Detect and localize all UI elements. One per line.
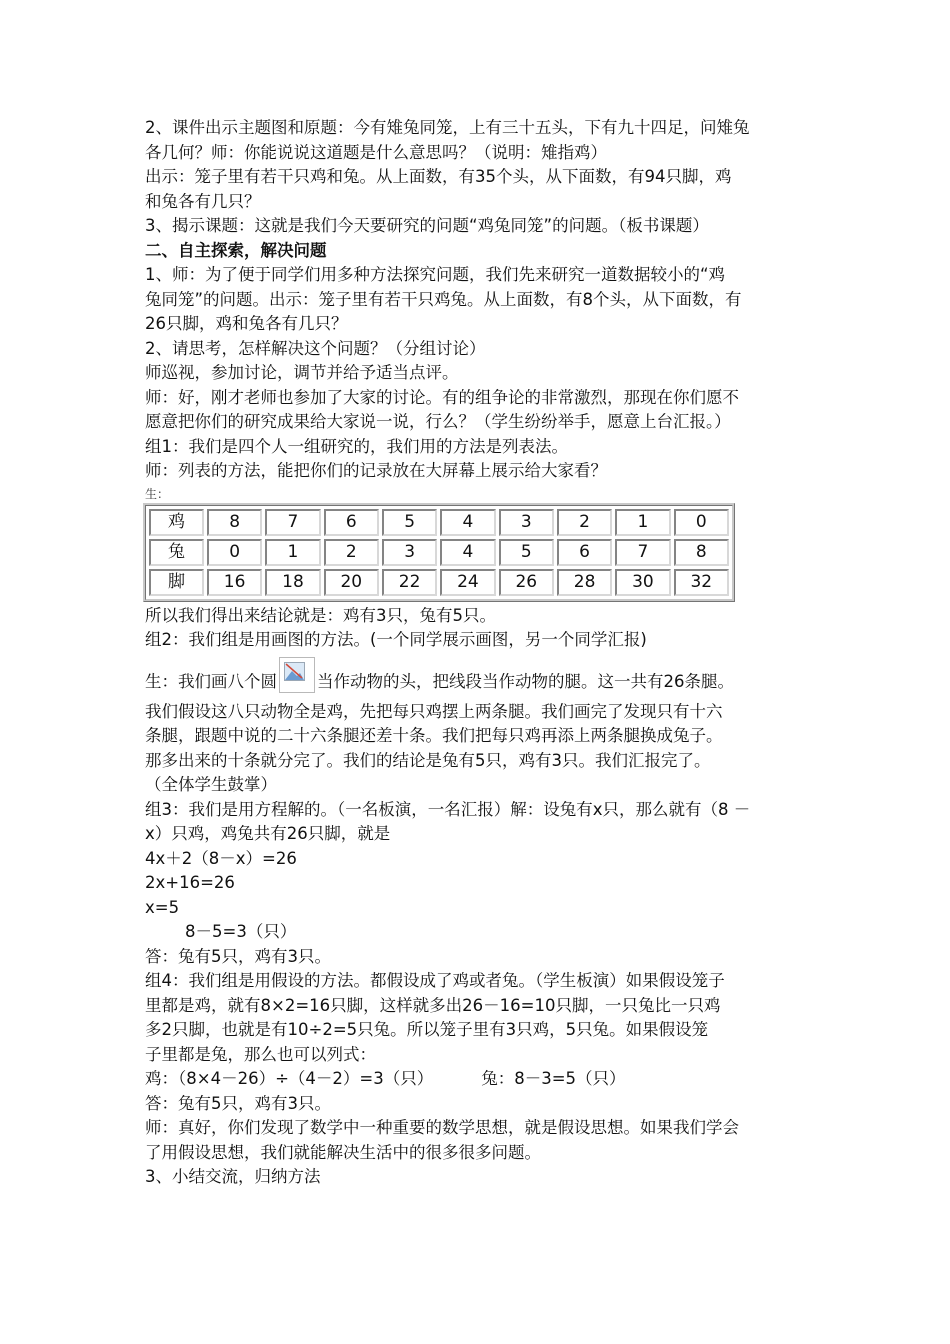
equation-line: x=5 [145,897,180,917]
paragraph-line: 组3：我们是用方程解的。（一名板演，一名汇报）解：设兔有x只，那么就有（8 － [145,799,751,819]
table-cell: 30 [615,569,670,596]
equation-line: 8－5=3（只） [185,922,297,941]
table-cell: 26 [499,569,554,596]
paragraph-line: 条腿，跟题中说的二十六条腿还差十条。我们把每只鸡再添上两条腿换成兔子。 [145,726,723,745]
table-cell: 20 [324,569,379,596]
table-cell: 6 [324,509,379,536]
table-cell: 1 [615,509,670,536]
paragraph-line: 子里都是兔，那么也可以列式： [145,1044,376,1064]
row-label: 兔 [149,539,204,566]
paragraph-line: 答：兔有5只，鸡有3只。 [145,946,331,966]
paragraph-line [145,657,817,700]
row-label: 鸡 [149,509,204,536]
document-page [145,116,817,1190]
table-cell: 7 [615,539,670,566]
table-cell: 4 [440,509,495,536]
equation-rabbit: 兔：8－3=5（只） [481,1069,626,1088]
paragraph-line: 多2只脚，也就是有10÷2=5只兔。所以笼子里有3只鸡，5只兔。如果假设笼 [145,1020,709,1039]
table-cell: 22 [382,569,437,596]
table-cell: 24 [440,569,495,596]
equation-line: 2x+16=26 [145,873,235,892]
paragraph-line: 答：兔有5只，鸡有3只。 [145,1093,331,1113]
table-cell: 1 [265,539,320,566]
equation-line [145,1067,817,1092]
paragraph-line: 师：列表的方法，能把你们的记录放在大屏幕上展示给大家看？ [145,461,607,480]
paragraph-line: 师：好，刚才老师也参加了大家的讨论。有的组争论的非常激烈，那现在你们愿不 [145,387,739,407]
paragraph-line: 所以我们得出来结论就是：鸡有3只，兔有5只。 [145,605,496,625]
text-segment: 生：我们画八个圆 [145,671,277,691]
paragraph-line: 3、小结交流，归纳方法 [145,1167,321,1186]
table-cell: 0 [674,509,729,536]
table-cell: 5 [499,539,554,566]
table-row [149,569,729,596]
table-cell: 8 [207,509,262,536]
paragraph-line: 组1：我们是四个人一组研究的，我们用的方法是列表法。 [145,436,568,456]
paragraph-line: 愿意把你们的研究成果给大家说一说，行么？（学生纷纷举手，愿意上台汇报。） [145,412,731,431]
table-cell: 28 [557,569,612,596]
row-label: 脚 [149,569,204,596]
paragraph-line: 里都是鸡，就有8×2=16只脚，这样就多出26－16=10只脚，一只兔比一只鸡 [145,995,721,1015]
table-cell: 4 [440,539,495,566]
paragraph-line: 出示：笼子里有若干只鸡和兔。从上面数，有35个头，从下面数，有94只脚，鸡 [145,167,732,186]
table-cell: 8 [674,539,729,566]
table-cell: 16 [207,569,262,596]
table-cell: 0 [207,539,262,566]
paragraph-line: 2、请思考，怎样解决这个问题？（分组讨论） [145,338,486,358]
table-cell: 5 [382,509,437,536]
paragraph-line: 1、师：为了便于同学们用多种方法探究问题，我们先来研究一道数据较小的“鸡 [145,265,726,284]
equation-line: 4x＋2（8－x）=26 [145,848,297,868]
table-cell: 6 [557,539,612,566]
table-caption: 生： [145,486,170,501]
section-heading: 二、自主探索，解决问题 [145,240,327,260]
table-cell: 7 [265,509,320,536]
paragraph-line: 了用假设思想，我们就能解决生活中的很多很多问题。 [145,1142,541,1162]
paragraph-line: x）只鸡，鸡兔共有26只脚，就是 [145,824,391,843]
paragraph-line: 和兔各有几只？ [145,191,261,211]
paragraph-line: 组2：我们组是用画图的方法。(一个同学展示画图，另一个同学汇报) [145,630,647,649]
paragraph-line: 2、课件出示主题图和原题：今有雉兔同笼，上有三十五头，下有九十四足，问雉兔 [145,118,750,137]
table-cell: 2 [557,509,612,536]
table-cell: 2 [324,539,379,566]
paragraph-line: 那多出来的十条就分完了。我们的结论是兔有5只，鸡有3只。我们汇报完了。 [145,750,711,770]
table-cell: 32 [674,569,729,596]
table-cell: 18 [265,569,320,596]
text-segment: 当作动物的头，把线段当作动物的腿。这一共有26条腿。 [317,671,734,691]
paragraph-line: 26只脚，鸡和兔各有几只？ [145,314,348,333]
paragraph-line: 3、揭示课题：这就是我们今天要研究的问题“鸡兔同笼”的问题。（板书课题） [145,216,709,235]
paragraph-line: 师巡视，参加讨论，调节并给予适当点评。 [145,363,459,382]
table-cell: 3 [499,509,554,536]
paragraph-line: 师：真好，你们发现了数学中一种重要的数学思想，就是假设思想。如果我们学会 [145,1118,739,1137]
table-cell: 3 [382,539,437,566]
paragraph-line: 我们假设这八只动物全是鸡，先把每只鸡摆上两条腿。我们画完了发现只有十六 [145,701,723,721]
broken-image-icon [279,657,315,693]
paragraph-line: 组4：我们组是用假设的方法。都假设成了鸡或者兔。（学生板演）如果假设笼子 [145,971,725,990]
count-table [143,503,735,602]
paragraph-line: （全体学生鼓掌） [145,775,277,794]
table-row [149,509,729,536]
paragraph-line: 各几何？师：你能说说这道题是什么意思吗？（说明：雉指鸡） [145,142,607,162]
equation-chicken: 鸡：（8×4－26）÷（4－2）=3（只） [145,1069,434,1088]
table-row [149,539,729,566]
paragraph-line: 兔同笼”的问题。出示：笼子里有若干只鸡兔。从上面数，有8个头，从下面数，有 [145,289,742,309]
